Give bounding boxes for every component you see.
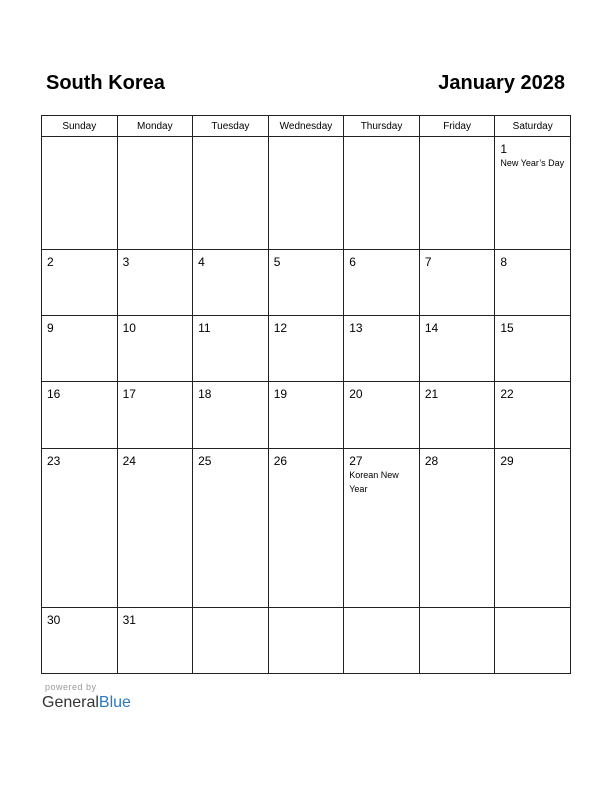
day-cell [419, 382, 495, 448]
day-cell [42, 137, 118, 250]
day-cell-content [118, 316, 193, 381]
day-cell-content [495, 137, 570, 249]
day-cell-content [193, 137, 268, 249]
day-number: 12 [273, 320, 288, 335]
logo-general-text: General [42, 694, 99, 711]
day-number: 4 [198, 254, 205, 269]
day-cell [42, 448, 118, 607]
day-cell-content [193, 449, 268, 607]
day-cell [419, 137, 495, 250]
day-number: 23 [47, 453, 61, 468]
day-number: 22 [500, 387, 514, 402]
day-cell [495, 249, 571, 315]
day-number: 19 [273, 387, 288, 402]
day-cell-content [118, 449, 193, 607]
day-number: 17 [122, 387, 136, 402]
day-number: 27 [349, 453, 363, 468]
day-cell [344, 607, 420, 673]
day-cell [193, 137, 269, 250]
day-cell-content [495, 382, 570, 447]
day-cell-content [344, 250, 419, 315]
generalblue-logo [42, 694, 131, 712]
day-cell-content [193, 316, 268, 381]
day-cell [117, 607, 193, 673]
day-cell-content [269, 382, 344, 447]
country-title: South Korea [46, 72, 165, 94]
holiday-label: New Year’s Day [500, 158, 565, 168]
day-cell [419, 448, 495, 607]
day-cell [117, 382, 193, 448]
day-cell-content [344, 449, 419, 607]
weekday-sunday: Sunday [42, 116, 118, 137]
day-cell-content [420, 137, 495, 249]
day-cell [495, 607, 571, 673]
day-cell [42, 607, 118, 673]
day-cell-content [193, 382, 268, 447]
day-cell [193, 315, 269, 381]
day-cell-content [42, 449, 117, 607]
day-cell [419, 315, 495, 381]
day-cell [268, 315, 344, 381]
day-cell-content [193, 250, 268, 315]
day-number: 26 [273, 453, 288, 468]
month-title: January 2028 [438, 72, 565, 94]
day-cell [495, 137, 571, 250]
day-cell [117, 315, 193, 381]
day-cell [495, 448, 571, 607]
day-cell-content [495, 608, 570, 673]
day-cell-content [420, 608, 495, 673]
day-cell-content [495, 316, 570, 381]
day-cell [419, 249, 495, 315]
day-cell [344, 448, 420, 607]
calendar-grid [41, 115, 571, 674]
day-cell [42, 382, 118, 448]
day-cell-content [420, 316, 495, 381]
weekday-monday: Monday [117, 116, 193, 137]
day-cell-content [42, 250, 117, 315]
day-cell [344, 315, 420, 381]
day-cell [268, 448, 344, 607]
day-number: 5 [273, 254, 281, 269]
day-cell [117, 137, 193, 250]
day-cell-content [118, 250, 193, 315]
week-row [42, 448, 571, 607]
day-number: 29 [500, 453, 514, 468]
weekday-tuesday: Tuesday [193, 116, 269, 137]
week-row [42, 137, 571, 250]
day-cell-content [420, 449, 495, 607]
day-cell-content [118, 382, 193, 447]
day-cell [42, 249, 118, 315]
logo-blue-text: Blue [98, 694, 131, 711]
weekday-friday: Friday [419, 116, 495, 137]
day-cell-content [269, 316, 344, 381]
week-row [42, 382, 571, 448]
day-number: 13 [349, 320, 363, 335]
day-number: 25 [198, 453, 212, 468]
day-cell [495, 382, 571, 448]
day-cell [419, 607, 495, 673]
day-cell-content [344, 382, 419, 447]
day-cell [344, 249, 420, 315]
day-cell-content [269, 137, 344, 249]
day-cell-content [42, 608, 117, 673]
day-cell-content [42, 137, 117, 249]
day-number: 21 [424, 387, 439, 402]
day-number: 14 [424, 320, 439, 335]
day-cell-content [193, 608, 268, 673]
day-cell [344, 137, 420, 250]
day-cell [117, 448, 193, 607]
week-row [42, 249, 571, 315]
day-cell-content [42, 382, 117, 447]
day-number: 11 [198, 320, 211, 335]
day-cell-content [269, 449, 344, 607]
day-cell [495, 315, 571, 381]
day-cell-content [344, 137, 419, 249]
day-number: 31 [122, 612, 136, 627]
weekday-wednesday: Wednesday [268, 116, 344, 137]
weekday-thursday: Thursday [344, 116, 420, 137]
day-cell-content [495, 250, 570, 315]
day-cell [344, 382, 420, 448]
weekday-saturday: Saturday [495, 116, 571, 137]
day-number: 7 [424, 254, 432, 269]
day-number: 16 [47, 387, 61, 402]
day-number: 24 [122, 453, 136, 468]
day-cell [42, 315, 118, 381]
day-number: 18 [198, 387, 212, 402]
day-cell-content [420, 250, 495, 315]
day-cell-content [495, 449, 570, 607]
day-number: 10 [122, 320, 136, 335]
day-number: 30 [47, 612, 61, 627]
day-number: 28 [424, 453, 439, 468]
day-number: 6 [349, 254, 356, 269]
day-cell-content [344, 608, 419, 673]
day-cell-content [118, 608, 193, 673]
day-cell [268, 382, 344, 448]
powered-by-label: powered by [45, 682, 97, 692]
week-row [42, 315, 571, 381]
day-number: 9 [47, 320, 54, 335]
weekday-header-row [42, 116, 571, 137]
day-cell [268, 607, 344, 673]
day-cell [193, 448, 269, 607]
day-cell [193, 607, 269, 673]
holiday-label: Korean New Year [349, 469, 399, 494]
day-cell [268, 249, 344, 315]
day-number: 3 [122, 254, 130, 269]
day-cell [268, 137, 344, 250]
day-number: 2 [47, 254, 54, 269]
day-cell [193, 249, 269, 315]
day-number: 20 [349, 387, 363, 402]
day-number: 1 [500, 142, 508, 156]
day-cell [193, 382, 269, 448]
day-cell-content [118, 137, 193, 249]
day-number: 15 [500, 320, 514, 335]
day-cell-content [269, 250, 344, 315]
day-cell [117, 249, 193, 315]
day-number: 8 [500, 254, 508, 269]
day-cell-content [269, 608, 344, 673]
day-cell-content [344, 316, 419, 381]
day-cell-content [420, 382, 495, 447]
day-cell-content [42, 316, 117, 381]
week-row [42, 607, 571, 673]
